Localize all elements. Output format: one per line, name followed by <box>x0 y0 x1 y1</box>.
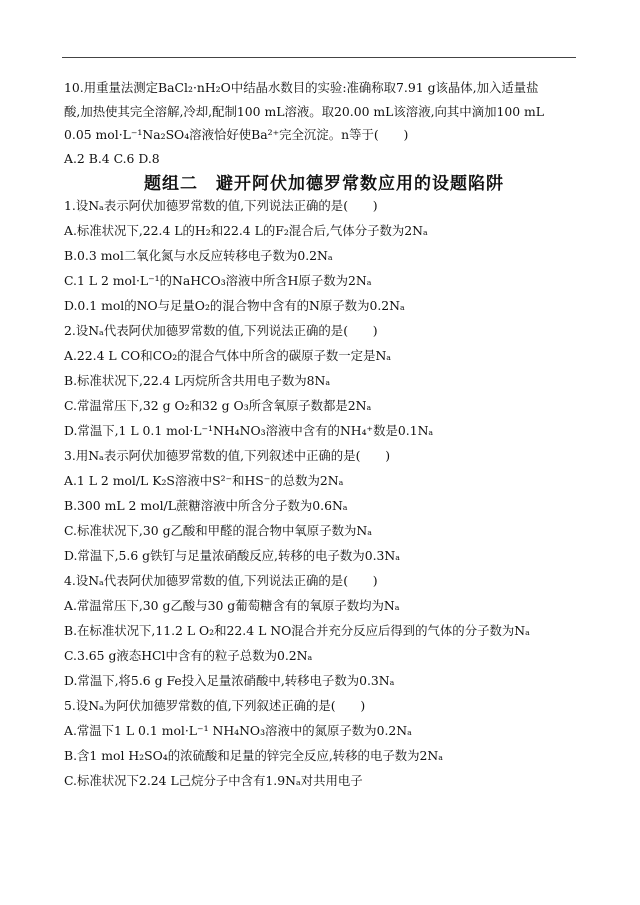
answer-option: D.0.1 mol的NO与足量O₂的混合物中含有的N原子数为0.2Nₐ <box>64 298 405 313</box>
question-10-line: 10.用重量法测定BaCl₂·nH₂O中结晶水数目的实验:准确称取7.91 g该晶体,加入适量盐 <box>64 80 539 95</box>
answer-option: B.0.3 mol二氧化氮与水反应转移电子数为0.2Nₐ <box>64 248 333 263</box>
question-stem: 5.设Nₐ为阿伏加德罗常数的值,下列叙述正确的是( ) <box>64 698 366 713</box>
answer-option: A.常温常压下,30 g乙酸与30 g葡萄糖含有的氧原子数均为Nₐ <box>64 598 400 613</box>
question-10-options: A.2 B.4 C.6 D.8 <box>64 150 160 166</box>
question-10 <box>64 80 584 167</box>
answer-option: A.标准状况下,22.4 L的H₂和22.4 L的F₂混合后,气体分子数为2Nₐ <box>64 223 428 238</box>
question-list <box>64 198 584 789</box>
question-stem: 4.设Nₐ代表阿伏加德罗常数的值,下列说法正确的是( ) <box>64 573 378 588</box>
answer-option: C.标准状况下,30 g乙酸和甲醛的混合物中氧原子数为Nₐ <box>64 523 372 538</box>
answer-option: A.1 L 2 mol/L K₂S溶液中S²⁻和HS⁻的总数为2Nₐ <box>64 473 344 488</box>
answer-option: D.常温下,5.6 g铁钉与足量浓硝酸反应,转移的电子数为0.3Nₐ <box>64 548 401 563</box>
answer-option: C.标准状况下2.24 L己烷分子中含有1.9Nₐ对共用电子 <box>64 773 363 788</box>
answer-option: B.在标准状况下,11.2 L O₂和22.4 L NO混合并充分反应后得到的气体的分子数为Nₐ <box>64 623 530 638</box>
question-10-line: 酸,加热使其完全溶解,冷却,配制100 mL溶液。取20.00 mL该溶液,向其中滴加100 mL <box>64 103 545 119</box>
answer-option: A.常温下1 L 0.1 mol·L⁻¹ NH₄NO₃溶液中的氮原子数为0.2Nₐ <box>64 723 412 738</box>
section-title: 题组二 避开阿伏加德罗常数应用的设题陷阱 <box>144 174 504 194</box>
answer-option: B.标准状况下,22.4 L丙烷所含共用电子数为8Nₐ <box>64 373 331 388</box>
question-stem: 1.设Nₐ表示阿伏加德罗常数的值,下列说法正确的是( ) <box>64 198 378 213</box>
answer-option: C.1 L 2 mol·L⁻¹的NaHCO₃溶液中所含H原子数为2Nₐ <box>64 273 372 288</box>
answer-option: B.300 mL 2 mol/L蔗糖溶液中所含分子数为0.6Nₐ <box>64 498 348 513</box>
question-stem: 3.用Nₐ表示阿伏加德罗常数的值,下列叙述中正确的是( ) <box>64 448 391 463</box>
answer-option: D.常温下,1 L 0.1 mol·L⁻¹NH₄NO₃溶液中含有的NH₄⁺数是0.1Nₐ <box>64 423 434 438</box>
answer-option: B.含1 mol H₂SO₄的浓硫酸和足量的锌完全反应,转移的电子数为2Nₐ <box>64 748 444 763</box>
document-body <box>64 80 584 798</box>
question-10-line: 0.05 mol·L⁻¹Na₂SO₄溶液恰好使Ba²⁺完全沉淀。n等于( ) <box>64 127 409 142</box>
answer-option: C.3.65 g液态HCl中含有的粒子总数为0.2Nₐ <box>64 648 313 663</box>
answer-option: D.常温下,将5.6 g Fe投入足量浓硝酸中,转移电子数为0.3Nₐ <box>64 673 395 688</box>
answer-option: C.常温常压下,32 g O₂和32 g O₃所含氧原子数都是2Nₐ <box>64 398 372 413</box>
header-rule <box>62 57 576 58</box>
answer-option: A.22.4 L CO和CO₂的混合气体中所含的碳原子数一定是Nₐ <box>64 348 392 363</box>
question-stem: 2.设Nₐ代表阿伏加德罗常数的值,下列说法正确的是( ) <box>64 323 378 338</box>
